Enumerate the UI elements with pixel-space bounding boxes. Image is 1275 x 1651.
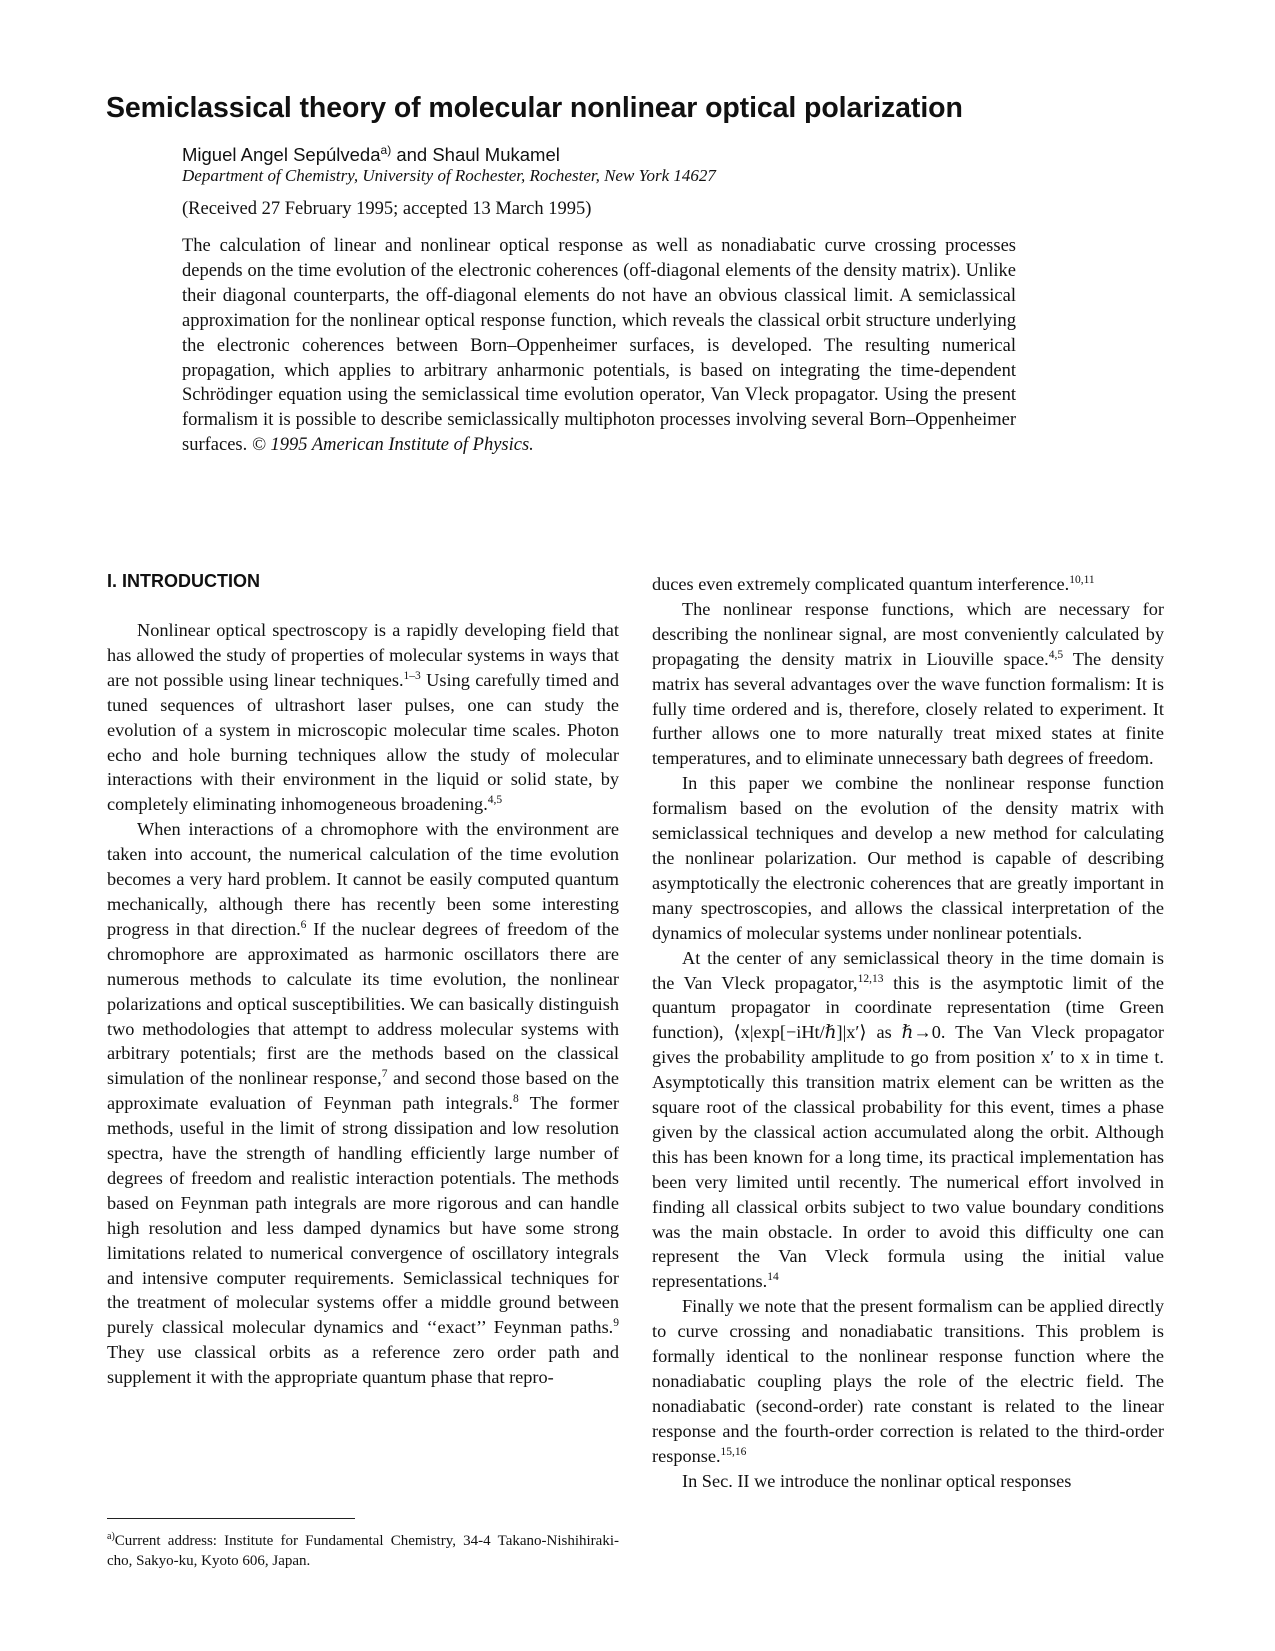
right-column (652, 572, 1164, 1494)
footnote-mark: a) (107, 1531, 115, 1542)
abstract (182, 234, 1016, 458)
paragraph-text: The nonlinear response functions, which are necessary for describing the nonlinear signal, are most conveniently calculated by propagating the density matrix in Liouville space. (652, 598, 1164, 669)
affiliation: Department of Chemistry, University of Rochester, Rochester, New York 14627 (182, 166, 716, 185)
paragraph (652, 597, 1164, 771)
citation: 4,5 (1048, 648, 1064, 661)
paragraph-text: They use classical orbits as a reference zero order path and supplement it with the appropriate quantum phase that repro- (107, 1342, 619, 1388)
author-conjunction: and (391, 144, 433, 166)
author-name: Shaul Mukamel (432, 144, 560, 166)
citation: 15,16 (720, 1445, 747, 1458)
copyright-notice: © 1995 American Institute of Physics. (251, 435, 534, 456)
paragraph (652, 771, 1164, 945)
paragraph-text: Finally we note that the present formalism can be applied directly to curve crossing and nonadiabatic transitions. This problem is formally identical to the nonlinear response function where the nonadiabatic coupling plays the role of the electric field. The nonadiabatic (second-order) rate constant is related to the linear response and the fourth-order correction is related to the third-order response. (652, 1296, 1164, 1466)
paragraph-text: The density matrix has several advantages over the wave function formalism: It is fully time ordered and is, therefore, closely related to experiment. It further allows one to more naturally treat mixed states at finite temperatures, and to eliminate unnecessary bath degrees of freedom. (652, 648, 1164, 769)
paragraph-text: If the nuclear degrees of freedom of the chromophore are approximated as harmonic oscillators there are numerous methods to calculate its time evolution, the nonlinear polarizations and optical susceptibilities. We can basically distinguish two methodologies that attempt to address molecular systems with arbitrary potentials; first are the methods based on the classical simulation of the nonlinear response, (107, 918, 619, 1089)
footnote (107, 1531, 619, 1571)
paragraph (107, 817, 619, 1390)
section-heading: I. INTRODUCTION (107, 571, 260, 591)
paragraph-text: duces even extremely complicated quantum interference. (652, 574, 1070, 594)
paragraph (652, 1469, 1164, 1494)
citation: 1–3 (403, 669, 421, 682)
paragraph-text: Nonlinear optical spectroscopy is a rapidly developing field that has allowed the study of properties of molecular systems in ways that are not possible using linear techniques. (107, 620, 619, 690)
left-column (107, 618, 619, 1390)
footnote-text: Current address: Institute for Fundamental Chemistry, 34-4 Takano-Nishihiraki-cho, Sakyo-ku, Kyoto 606, Japan. (107, 1533, 619, 1569)
citation: 7 (381, 1068, 388, 1081)
received-dates: (Received 27 February 1995; accepted 13 March 1995) (182, 199, 592, 219)
citation: 12,13 (857, 972, 884, 985)
footnote-rule (107, 1518, 355, 1519)
citation: 14 (767, 1271, 779, 1284)
affiliation-mark: a) (380, 143, 392, 157)
paragraph-text: this is the asymptotic limit of the quantum propagator in coordinate representation (time Green function), ⟨x|exp[−iHt/ℏ]|x′⟩ as ℏ→0. The Van Vleck propagator gives the probability amplitude to go from position x′ to x in time t. Asymptotically this transition matrix element can be written as the square root of the classical probability for this event, times a phase given by the classical action accumulated along the orbit. Although this has been known for a long time, its practical implementation has been very limited until recently. The numerical effort involved in finding all classical orbits subject to two value boundary conditions was the main obstacle. In order to avoid this difficulty one can represent the Van Vleck formula using the initial value representations. (652, 972, 1164, 1292)
author-line (182, 143, 560, 166)
citation: 9 (613, 1317, 619, 1330)
citation: 6 (300, 918, 307, 931)
citation: 4,5 (487, 794, 503, 807)
paragraph-text: and second those based on the approximate evaluation of Feynman path integrals. (107, 1068, 619, 1114)
paper-title: Semiclassical theory of molecular nonlinear optical polarization (106, 92, 963, 124)
citation: 8 (512, 1093, 519, 1106)
paragraph-text: Using carefully timed and tuned sequences of ultrashort laser pulses, one can study the evolution of a system in microscopic molecular time scales. Photon echo and hole burning techniques allow the study of molecular interactions with their environment in the liquid or solid state, by completely eliminating inhomogeneous broadening. (107, 669, 619, 815)
author-name: Miguel Angel Sepúlveda (182, 144, 381, 166)
paragraph-text: In Sec. II we introduce the nonlinar optical responses (682, 1470, 1072, 1491)
paragraph (652, 1294, 1164, 1468)
paragraph-text: In this paper we combine the nonlinear response function formalism based on the evolution of the density matrix with semiclassical techniques and develop a new method for calculating the nonlinear polarization. Our method is capable of describing asymptotically the electronic coherences that are greatly important in many spectroscopies, and allows the classical interpretation of the dynamics of molecular systems under nonlinear potentials. (652, 773, 1164, 943)
paragraph-text: The former methods, useful in the limit of strong dissipation and low resolution spectra, have the strength of handling efficiently large number of degrees of freedom and realistic interaction potentials. The methods based on Feynman path integrals are more rigorous and can handle high resolution and less damped dynamics but have some strong limitations related to numerical convergence of oscillatory integrals and intensive computer requirements. Semiclassical techniques for the treatment of molecular systems offer a middle ground between purely classical molecular dynamics and ‘‘exact’’ Feynman paths. (107, 1093, 619, 1338)
abstract-text: The calculation of linear and nonlinear optical response as well as nonadiabatic curve crossing processes depends on the time evolution of the electronic coherences (off-diagonal elements of the density matrix). Unlike their diagonal counterparts, the off-diagonal elements do not have an obvious classical limit. A semiclassical approximation for the nonlinear optical response function, which reveals the classical orbit structure underlying the electronic coherences between Born–Oppenheimer surfaces, is developed. The resulting numerical propagation, which applies to arbitrary anharmonic potentials, is based on integrating the time-dependent Schrödinger equation using the semiclassical time evolution operator, Van Vleck propagator. Using the present formalism it is possible to describe semiclassically multiphoton processes involving several Born–Oppenheimer surfaces. (182, 236, 1016, 456)
paragraph (107, 618, 619, 817)
paragraph-text: When interactions of a chromophore with the environment are taken into account, the numerical calculation of the time evolution becomes a very hard problem. It cannot be easily computed quantum mechanically, although there has recently been some interesting progress in that direction. (107, 819, 619, 939)
paragraph (652, 946, 1164, 1295)
paragraph (652, 572, 1164, 597)
citation: 10,11 (1069, 573, 1095, 586)
paragraph-text: At the center of any semiclassical theory in the time domain is the Van Vleck propagator, (652, 947, 1164, 993)
